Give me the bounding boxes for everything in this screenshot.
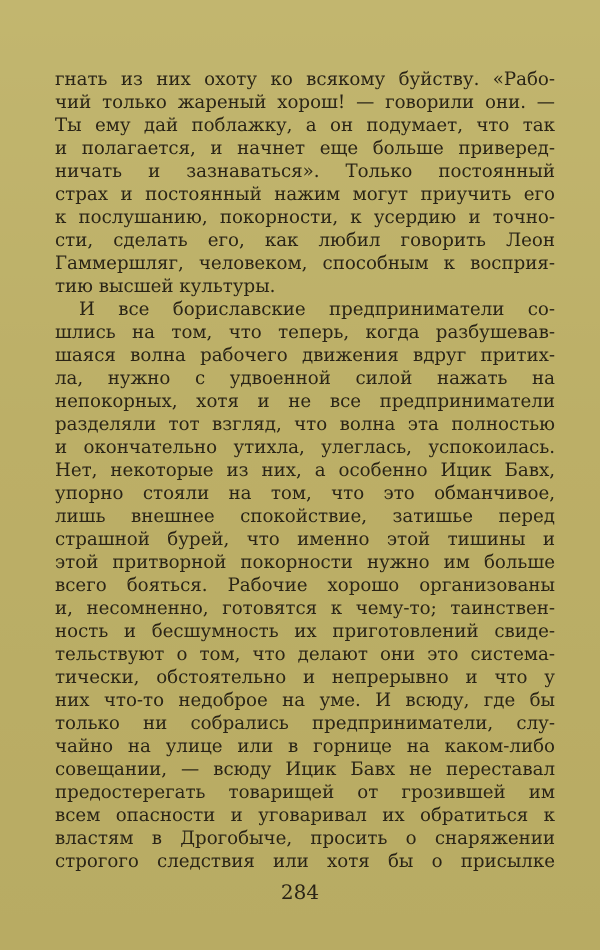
text-line: строгого следствия или хотя бы о присылке [55,851,555,872]
text-line: тельствуют о том, что делают они это система- [55,644,555,665]
text-line: гнать из них охоту ко всякому буйству. «Рабо- [55,69,555,90]
text-line: упорно стояли на том, что это обманчивое, [55,483,555,504]
text-line: совещании, — всюду Ицик Бавх не переставал [55,759,555,780]
text-line: этой притворной покорности нужно им больше [55,552,555,573]
page-number: 284 [280,880,320,904]
text-line: непокорных, хотя и не все предприниматели [55,391,555,412]
text-line: ничать и зазнаваться». Только постоянный [55,161,555,182]
text-line: всего бояться. Рабочие хорошо организованы [55,575,555,596]
text-line: тически, обстоятельно и непрерывно и что у [55,667,555,688]
text-line: Нет, некоторые из них, а особенно Ицик Бавх, [55,460,555,481]
text-line: и окончательно утихла, улеглась, успокоилась. [55,437,555,458]
text-line: властям в Дрогобыче, просить о снаряжении [55,828,555,849]
text-line: ность и бесшумность их приготовлений свиде- [55,621,555,642]
text-line: страх и постоянный нажим могут приучить его [55,184,555,205]
text-line: страшной бурей, что именно этой тишины и [55,529,555,550]
text-line: к послушанию, покорности, к усердию и точно- [55,207,555,228]
text-line: Гаммершляг, человеком, способным к восприя- [55,253,555,274]
text-line: и полагается, и начнет еще больше приверед- [55,138,555,159]
text-line: лишь внешнее спокойствие, затишье перед [55,506,555,527]
text-line: всем опасности и уговаривал их обратиться к [55,805,555,826]
body-text [55,68,555,873]
text-line: чайно на улице или в горнице на каком-либо [55,736,555,757]
text-line: разделяли тот взгляд, что волна эта полностью [55,414,555,435]
text-line: шаяся волна рабочего движения вдруг притих- [55,345,555,366]
paragraph-start-line: И все бориславские предприниматели со- [79,299,555,320]
paragraph-end-line: тию высшей культуры. [55,276,276,297]
text-line: них что-то недоброе на уме. И всюду, где бы [55,690,555,711]
text-line: предостерегать товарищей от грозившей им [55,782,555,803]
text-line: только ни собрались предприниматели, слу- [55,713,555,734]
text-line: ла, нужно с удвоенной силой нажать на [55,368,555,389]
text-line: чий только жареный хорош! — говорили они. — [55,92,555,113]
text-line: сти, сделать его, как любил говорить Леон [55,230,555,251]
text-line: и, несомненно, готовятся к чему-то; таинствен- [55,598,555,619]
text-line: Ты ему дай поблажку, а он подумает, что так [55,115,555,136]
text-line: шлись на том, что теперь, когда разбушевав- [55,322,555,343]
